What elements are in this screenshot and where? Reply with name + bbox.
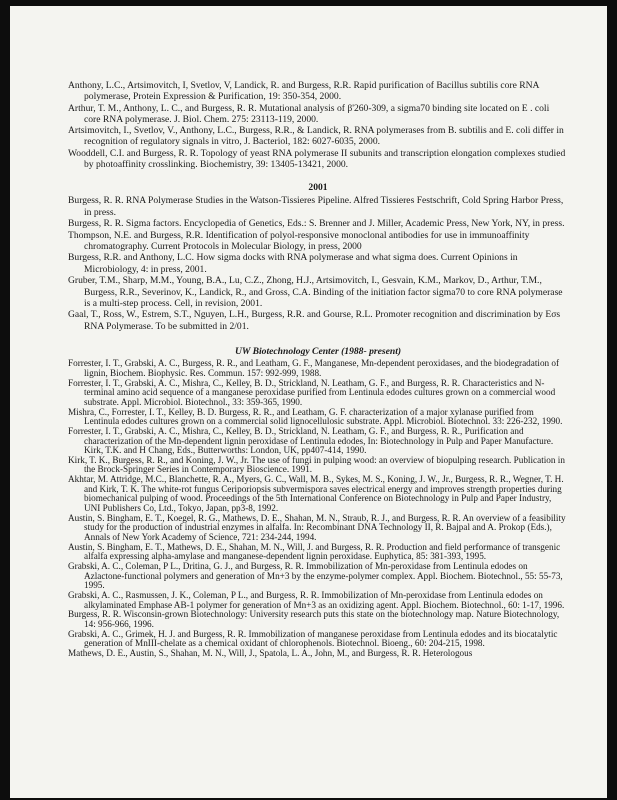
reference-entry: Burgess, R. R. Sigma factors. Encyclopedia of Genetics, Eds.: S. Brenner and J. Miller, Academic Press, New York, NY, in press.	[68, 218, 565, 230]
section-uw-refs	[68, 359, 568, 658]
reference-entry: Grabski, A. C., Rasmussen, J. K., Coleman, P L., and Burgess, R. R. Immobilization of Mn-peroxidase from Lentinula edodes on alkylaminated Emphase AB-1 polymer for generation of Mn+3 as an oxidizing agent. Appl. Biochem. Biotechnol., 60: 1-17, 1996.	[68, 590, 565, 610]
reference-entry: Gruber, T.M., Sharp, M.M., Young, B.A., Lu, C.Z., Zhong, H.J., Artsimovitch, I., Gesvain, K.M., Markov, D., Arthur, T.M., Burgess, R.R., Severinov, K., Landick, R., and Gross, C.A. Binding of the initiation factor sigma70 to core RNA polymerase is a multi-step process. Cell, in revision, 2001.	[68, 275, 563, 310]
reference-entry: Grabski, A. C., Grimek, H. J. and Burgess, R. R. Immobilization of manganese peroxidase from Lentinula edodes and its biocatalytic generation of MnIII-chelate as a chemical oxidant of chlorophenols. Biotechnol. Bioeng., 60: 204-215, 1998.	[68, 628, 558, 649]
reference-entry: Akhtar, M. Attridge, M.C., Blanchette, R. A., Myers, G. C., Wall, M. B., Sykes, M. S., Koning, J. W., Jr., Burgess, R. R., Wegner, T. H. and Kirk, T. K. The white-rot fungus Ceriporiopsis subvermispora saves electrical energy and improves strength properties during biomechanical pulping of wood. Proceedings of the 5th International Conference on Biotechnology in Pulp and Paper Industry, UNI Publishers Co, Ltd., Tokyo, Japan, pp3-8, 1992.	[68, 474, 564, 514]
reference-entry: Grabski, A. C., Coleman, P L., Dritina, G. J., and Burgess, R. R. Immobilization of Mn-peroxidase from Lentinula edodes on Azlactone-functional polymers and generation of Mn+3 by the enzyme-polymer complex. Appl. Biochem. Biotechnol., 55: 55-73, 1995.	[68, 561, 563, 591]
section-2000-refs	[68, 80, 568, 170]
reference-entry: Wooddell, C.I. and Burgess, R. R. Topology of yeast RNA polymerase II subunits and transcription elongation complexes studied by photoaffinity crosslinking. Biochemistry, 39: 13405-13421, 2000.	[68, 147, 566, 171]
document-page	[10, 6, 607, 798]
reference-list	[68, 80, 568, 659]
reference-entry: Burgess, R. R. Wisconsin-grown Biotechnology: University research puts this state on the biotechnology map. Nature Biotechnology, 14: 956-966, 1996.	[68, 609, 560, 629]
reference-entry: Forrester, I. T., Grabski, A. C., Mishra, C., Kelley, B. D., Strickland, N. Leatham, G. F., and Burgess, R. R. Characteristics and N-terminal amino acid sequence of a manganese peroxidase purified from Lentinula edodes cultures grown on a commercial wood substrate. Appl. Microbiol. Biotechnol., 33: 359-365, 1990.	[68, 377, 556, 407]
reference-entry: Thompson, N.E. and Burgess, R.R. Identification of polyol-responsive monoclonal antibodies for use in immunoaffinity chromatography. Current Protocols in Molecular Biology, in press, 2000	[68, 229, 530, 252]
section-2001-refs	[68, 195, 568, 332]
reference-entry: Mathews, D. E., Austin, S., Shahan, M. N., Will, J., Spatola, L. A., John, M., and Burgess, R. R. Heterologous	[68, 647, 473, 658]
reference-entry: Forrester, I. T., Grabski, A. C., Burgess, R. R., and Leatham, G. F., Manganese, Mn-dependent peroxidases, and the biodegradation of lignin, Biochem. Biophysic. Res. Commun. 157: 992-999, 1988.	[68, 358, 560, 378]
reference-entry: Mishra, C., Forrester, I. T., Kelley, B. D. Burgess, R. R., and Leatham, G. F. characterization of a major xylanase purified from Lentinula edodes cultures grown on a commercial solid lignocellulosic substrate. Appl. Microbiol. Biotechnol. 33: 226-232, 1990.	[68, 406, 563, 427]
reference-entry: Gaal, T., Ross, W., Estrem, S.T., Nguyen, L.H., Burgess, R.R. and Gourse, R.L. Promoter recognition and discrimination by Eσs RNA Polymerase. To be submitted in 2/01.	[68, 309, 561, 332]
reference-entry: Austin, S. Bingham, E. T., Mathews, D. E., Shahan, M. N., Will, J. and Burgess, R. R. Production and field performance of transgenic alfalfa expressing alpha-amylase and manganese-dependent lignin peroxidase. Euphytica, 85: 381-393, 1995.	[68, 541, 561, 562]
section-heading-uw-biotechnology: UW Biotechnology Center (1988- present)	[234, 346, 402, 358]
reference-entry: Burgess, R.R. and Anthony, L.C. How sigma docks with RNA polymerase and what sigma does. Current Opinions in Microbiology, 4: in press, 2001.	[68, 252, 518, 275]
reference-entry: Arthur, T. M., Anthony, L. C., and Burgess, R. R. Mutational analysis of β'260-309, a sigma70 binding site located on E . coli core RNA polymerase. J. Biol. Chem. 275: 23113-119, 2000.	[68, 102, 550, 125]
section-heading-2001: 2001	[308, 182, 328, 194]
reference-entry: Anthony, L.C., Artsimovitch, I, Svetlov, V, Landick, R. and Burgess, R.R. Rapid purification of Bacillus subtilis core RNA polymerase, Protein Expression & Purification, 19: 350-354, 2000.	[68, 80, 539, 103]
reference-entry: Kirk, T. K., Burgess, R. R., and Koning, J. W., Jr. The use of fungi in pulping wood: an overview of biopulping research. Publication in the Brock-Springer Series in Contemporary Bioscience. 1991.	[68, 454, 565, 475]
reference-entry: Burgess, R. R. RNA Polymerase Studies in the Watson-Tissieres Pipeline. Alfred Tissieres Festschrift, Cold Spring Harbor Press, in press.	[68, 195, 564, 218]
reference-entry: Forrester, I. T., Grabski, A. C., Mishra, C., Kelley, B. D., Strickland, N. Leatham, G. F., and Burgess, R. R., Purification and characterization of the Mn-dependent lignin peroxidase of Lentinula edodes, In: Biotechnology in Pulp and Paper Manufacture. Kirk, T.K. and H Chang, Eds., Butterworths: London, UK, pp407-414, 1990.	[68, 425, 554, 456]
reference-entry: Artsimovitch, I., Svetlov, V., Anthony, L.C., Burgess, R.R., & Landick, R. RNA polymerases from B. subtilis and E. coli differ in recognition of regulatory signals in vitro, J. Bacteriol, 182: 6027-6035, 2000.	[68, 125, 564, 148]
reference-entry: Austin, S. Bingham, E. T., Koegel, R. G., Mathews, D. E., Shahan, M. N., Straub, R. J., and Burgess, R. R. An overview of a feasibility study for the production of industrial enzymes in alfalfa. In: Recombinant DNA Technology II, R. Bajpal and A. Prokop (Eds.), Annals of New York Academy of Science, 721: 234-244, 1994.	[68, 512, 566, 543]
